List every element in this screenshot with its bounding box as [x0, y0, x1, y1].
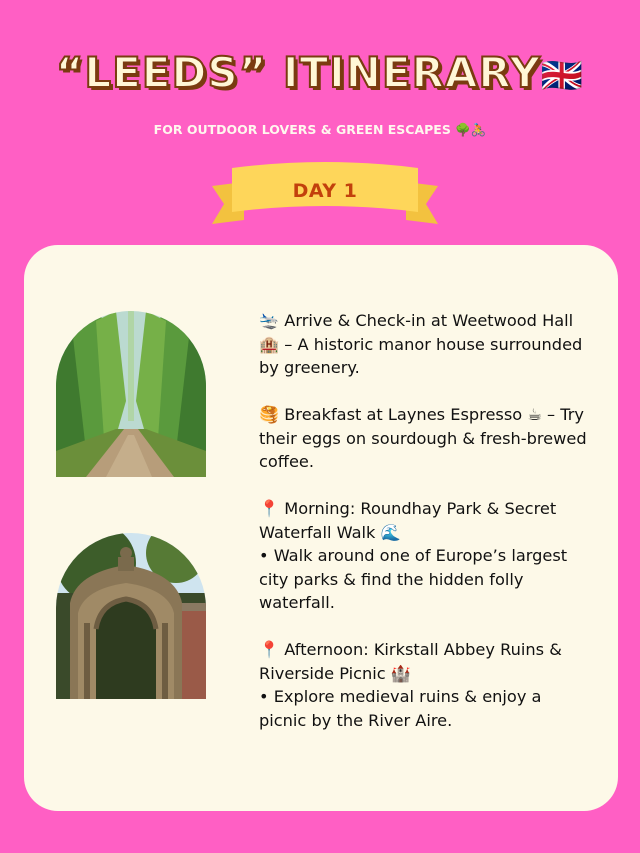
itinerary-card — [24, 245, 618, 811]
stone-archway-photo-icon — [56, 533, 206, 699]
list-item — [259, 638, 589, 732]
stone-archway-photo — [56, 533, 206, 699]
item-heading: 🛬 Arrive & Check-in at Weetwood Hall 🏨 – A historic manor house surrounded by greenery. — [259, 311, 583, 377]
item-heading: 🥞 Breakfast at Laynes Espresso ☕ – Try their eggs on sourdough & fresh-brewed coffee. — [259, 405, 587, 471]
item-heading: 📍 Afternoon: Kirkstall Abbey Ruins & Riverside Picnic 🏰 — [259, 640, 562, 683]
list-item — [259, 309, 589, 380]
page-title — [0, 48, 640, 97]
uk-flag-icon: 🇬🇧 — [540, 56, 585, 96]
item-detail: • Walk around one of Europe’s largest city parks & find the hidden folly waterfall. — [259, 546, 568, 612]
item-heading: 📍 Morning: Roundhay Park & Secret Waterfall Walk 🌊 — [259, 499, 557, 542]
poplar-avenue-photo — [56, 311, 206, 477]
page-subtitle: FOR OUTDOOR LOVERS & GREEN ESCAPES 🌳🚴 — [153, 122, 487, 137]
day-ribbon — [212, 162, 438, 224]
list-item — [259, 403, 589, 474]
item-detail: • Explore medieval ruins & enjoy a picnic by the River Aire. — [259, 687, 542, 730]
day-label: DAY 1 — [292, 180, 358, 202]
poplar-avenue-photo-icon — [56, 311, 206, 477]
list-item — [259, 497, 589, 615]
itinerary-text — [259, 309, 589, 756]
title-text: “LEEDS” ITINERARY — [55, 48, 541, 97]
